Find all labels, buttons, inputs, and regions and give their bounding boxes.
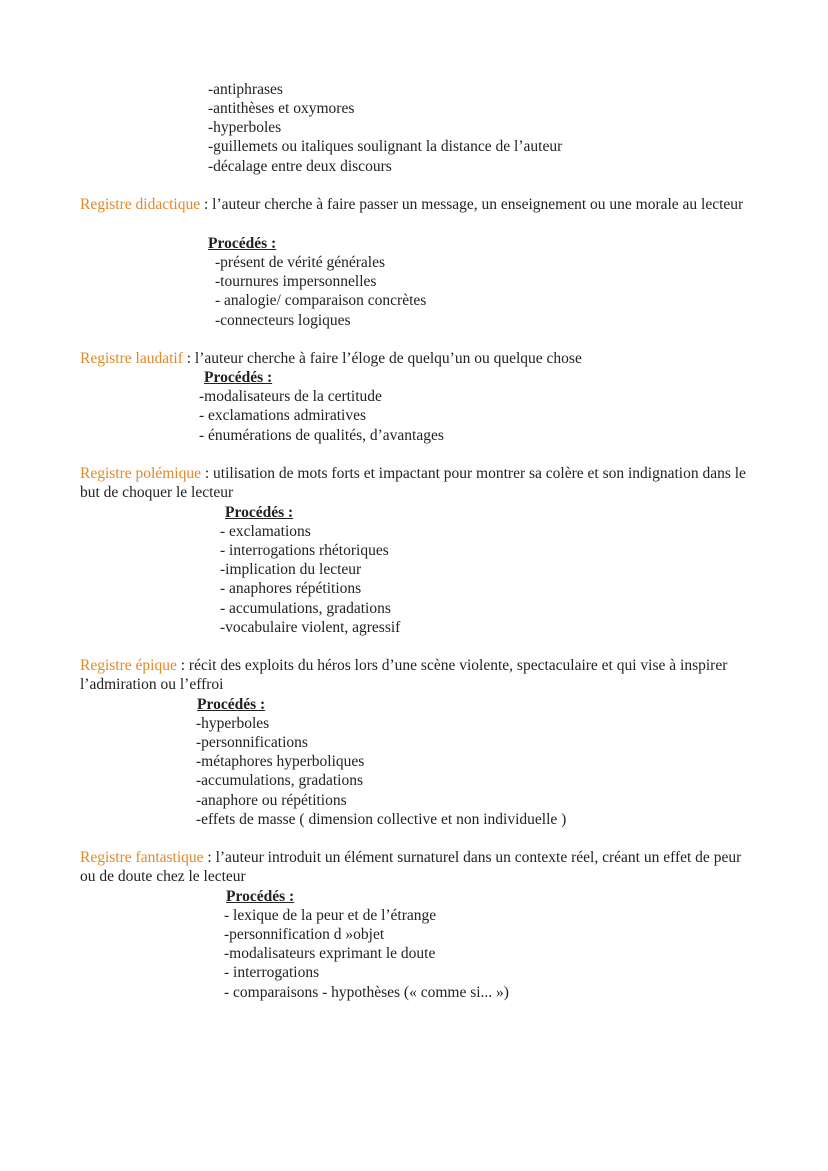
section-intro [80,656,750,695]
section-intro [80,848,750,887]
list-item: -décalage entre deux discours [208,158,392,175]
section-intro [80,195,750,214]
procedes-heading: Procédés : [225,504,294,521]
list-item: - lexique de la peur et de l’étrange [224,907,437,924]
list-item: -présent de vérité générales [215,254,385,271]
list-item: -accumulations, gradations [196,772,364,789]
section-intro [80,464,750,503]
list-item: - énumérations de qualités, d’avantages [199,427,444,444]
list-item: -antiphrases [208,81,283,98]
section-title: Registre épique [80,657,181,674]
list-item: -tournures impersonnelles [215,273,377,290]
procedes-heading: Procédés : [226,888,295,905]
list-item: -guillemets ou italiques soulignant la distance de l’auteur [208,138,563,155]
list-item: -modalisateurs de la certitude [199,388,382,405]
list-item: -personnifications [196,734,308,751]
section-title: Registre didactique [80,196,201,213]
section-description: : l’auteur introduit un élément surnaturel dans un contexte réel, créant un effet de peur ou de doute chez le lecteur [80,849,742,886]
list-item: -vocabulaire violent, agressif [220,619,401,636]
list-item: -effets de masse ( dimension collective et non individuelle ) [196,811,567,828]
list-item: - exclamations admiratives [199,407,366,424]
section-title: Registre laudatif [80,350,183,367]
section-intro [80,349,750,368]
list-item: -hyperboles [208,119,282,136]
section-description: : utilisation de mots forts et impactant pour montrer sa colère et son indignation dans le but de choquer le lecteur [80,465,746,502]
list-item: -anaphore ou répétitions [196,792,347,809]
list-item: -modalisateurs exprimant le doute [224,945,436,962]
list-item: -implication du lecteur [220,561,362,578]
section-description: : l’auteur cherche à faire passer un message, un enseignement ou une morale au lecteur [200,196,744,213]
list-item: -antithèses et oxymores [208,100,355,117]
list-item: - anaphores répétitions [220,580,362,597]
list-item: -métaphores hyperboliques [196,753,365,770]
list-item: - comparaisons - hypothèses (« comme si... ») [224,984,509,1001]
list-item: - accumulations, gradations [220,600,391,617]
procedes-heading: Procédés : [204,369,273,386]
procedes-heading: Procédés : [208,235,277,252]
section-title: Registre polémique [80,465,201,482]
list-item: -personnification d »objet [224,926,385,943]
list-item: -hyperboles [196,715,270,732]
section-description: : récit des exploits du héros lors d’une scène violente, spectaculaire et qui vise à inspirer l’admiration ou l’effroi [80,657,728,694]
procedes-heading: Procédés : [197,696,266,713]
list-item: - interrogations rhétoriques [220,542,389,559]
section-description: : l’auteur cherche à faire l’éloge de quelqu’un ou quelque chose [182,350,582,367]
list-item: - exclamations [220,523,311,540]
list-item: - interrogations [224,964,320,981]
list-item: -connecteurs logiques [215,312,351,329]
list-item: - analogie/ comparaison concrètes [215,292,427,309]
section-title: Registre fantastique [80,849,204,866]
